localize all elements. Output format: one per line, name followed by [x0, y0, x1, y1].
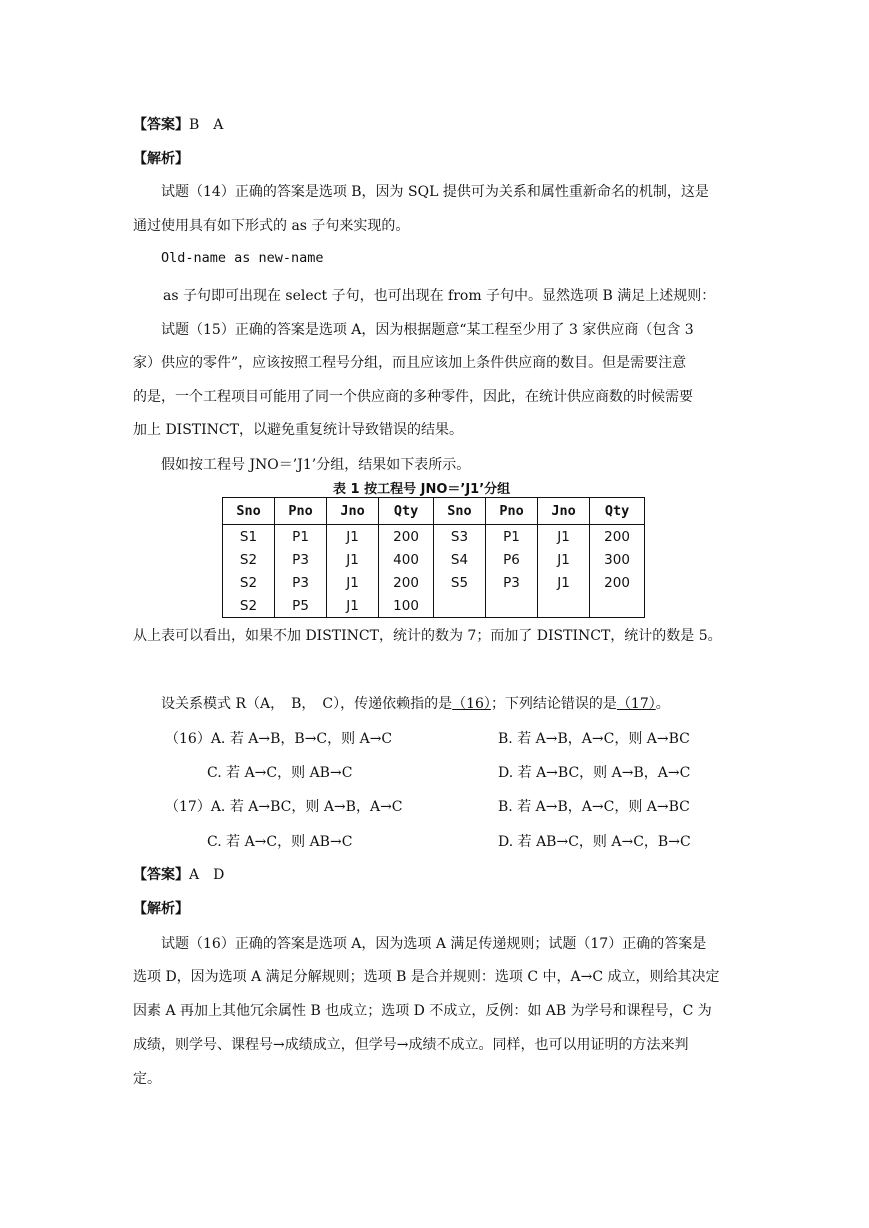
table-cell: P1: [275, 525, 327, 549]
table-cell: S2: [223, 594, 275, 618]
paragraph-line: 定。: [133, 1071, 161, 1087]
question-stem: [161, 693, 670, 713]
table-cell: S1: [223, 525, 275, 549]
table-cell: J1: [538, 548, 590, 571]
option-17-c: C. 若 A→C，则 AB→C: [207, 834, 353, 850]
table-cell: P3: [275, 548, 327, 571]
column-header: Qty: [379, 498, 434, 525]
table-caption: 表 1 按工程号 JNO＝’J1’分组: [333, 482, 511, 497]
table-cell: 300: [590, 548, 645, 571]
stem-text: 。: [655, 696, 670, 712]
paragraph-line: 试题（14）正确的答案是选项 B，因为 SQL 提供可为关系和属性重新命名的机制，这是: [161, 184, 709, 200]
table-cell: J1: [538, 571, 590, 594]
paragraph-line: 假如按工程号 JNO＝’J1’分组，结果如下表所示。: [161, 457, 471, 473]
table-cell: P3: [275, 571, 327, 594]
answer-label: 【答案】: [133, 867, 189, 883]
table-row: [223, 525, 645, 549]
paragraph-line: 因素 A 再加上其他冗余属性 B 也成立；选项 D 不成立，反例：如 AB 为学号和课程号，C 为: [133, 1003, 712, 1019]
table-cell: 200: [590, 571, 645, 594]
column-header: Sno: [433, 498, 485, 525]
table-cell: 200: [590, 525, 645, 549]
column-header: Jno: [327, 498, 379, 525]
table-row: [223, 571, 645, 594]
blank-16: （16）: [452, 696, 491, 712]
table-cell: 200: [379, 525, 434, 549]
table-cell: S2: [223, 571, 275, 594]
option-17-d: D. 若 AB→C，则 A→C，B→C: [498, 834, 691, 850]
table-cell: 200: [379, 571, 434, 594]
table-cell: J1: [327, 594, 379, 618]
table-cell: J1: [327, 525, 379, 549]
paragraph-line: 通过使用具有如下形式的 as 子句来实现的。: [133, 218, 410, 234]
data-table: [222, 497, 645, 618]
paragraph-line: as 子句即可出现在 select 子句，也可出现在 from 子句中。显然选项 B 满足上述规则：: [163, 288, 716, 304]
table-cell: [433, 594, 485, 618]
table-cell: P3: [486, 571, 538, 594]
column-header: Pno: [486, 498, 538, 525]
paragraph-line: 加上 DISTINCT，以避免重复统计导致错误的结果。: [133, 422, 463, 438]
paragraph-line: 从上表可以看出，如果不加 DISTINCT，统计的数为 7；而加了 DISTINCT，统计的数是 5。: [133, 628, 722, 644]
option-16-b: B. 若 A→B，A→C，则 A→BC: [498, 731, 690, 747]
paragraph-line: 试题（16）正确的答案是选项 A，因为选项 A 满足传递规则；试题（17）正确的答案是: [161, 936, 707, 952]
analysis-label: 【解析】: [133, 901, 189, 917]
table-cell: S3: [433, 525, 485, 549]
option-16-d: D. 若 A→BC，则 A→B，A→C: [498, 765, 691, 781]
answer-value: A D: [189, 867, 225, 883]
option-17-b: B. 若 A→B，A→C，则 A→BC: [498, 799, 690, 815]
blank-17: （17）: [616, 696, 656, 712]
option-16-c: C. 若 A→C，则 AB→C: [207, 765, 353, 781]
column-header: Jno: [538, 498, 590, 525]
paragraph-line: 的是，一个工程项目可能用了同一个供应商的多种零件，因此，在统计供应商数的时候需要: [133, 389, 693, 405]
table-cell: S4: [433, 548, 485, 571]
table-header-row: [223, 498, 645, 525]
table-cell: P6: [486, 548, 538, 571]
column-header: Sno: [223, 498, 275, 525]
table-cell: 100: [379, 594, 434, 618]
paragraph-line: 试题（15）正确的答案是选项 A，因为根据题意“某工程至少用了 3 家供应商（包含 3: [161, 322, 694, 338]
table-cell: J1: [327, 548, 379, 571]
column-header: Pno: [275, 498, 327, 525]
stem-text: ；下列结论错误的是: [490, 696, 617, 712]
table-cell: S2: [223, 548, 275, 571]
table-cell: [590, 594, 645, 618]
paragraph-line: 选项 D，因为选项 A 满足分解规则；选项 B 是合并规则：选项 C 中，A→C 成立，则给其决定: [133, 969, 720, 985]
answer-value: B A: [189, 117, 224, 133]
table-cell: S5: [433, 571, 485, 594]
column-header: Qty: [590, 498, 645, 525]
analysis-label: 【解析】: [133, 151, 189, 167]
table-row: [223, 548, 645, 571]
paragraph-line: 成绩，则学号、课程号→成绩成立，但学号→成绩不成立。同样，也可以用证明的方法来判: [133, 1037, 689, 1053]
table-cell: 400: [379, 548, 434, 571]
code-line: Old-name as new-name: [161, 250, 324, 266]
answer-line-1: [133, 114, 223, 134]
stem-text: 设关系模式 R（A， B， C），传递依赖指的是: [161, 696, 453, 712]
answer-label: 【答案】: [133, 117, 189, 133]
table-cell: [486, 594, 538, 618]
table-cell: [538, 594, 590, 618]
table-cell: J1: [327, 571, 379, 594]
table-cell: P1: [486, 525, 538, 549]
table-cell: J1: [538, 525, 590, 549]
table-cell: P5: [275, 594, 327, 618]
answer-line-2: [133, 864, 224, 884]
paragraph-line: 家）供应的零件”，应该按照工程号分组，而且应该加上条件供应商的数目。但是需要注意: [133, 355, 687, 371]
option-16-a: （16）A. 若 A→B，B→C，则 A→C: [165, 731, 393, 747]
table-row: [223, 594, 645, 618]
option-17-a: （17）A. 若 A→BC，则 A→B，A→C: [165, 799, 403, 815]
